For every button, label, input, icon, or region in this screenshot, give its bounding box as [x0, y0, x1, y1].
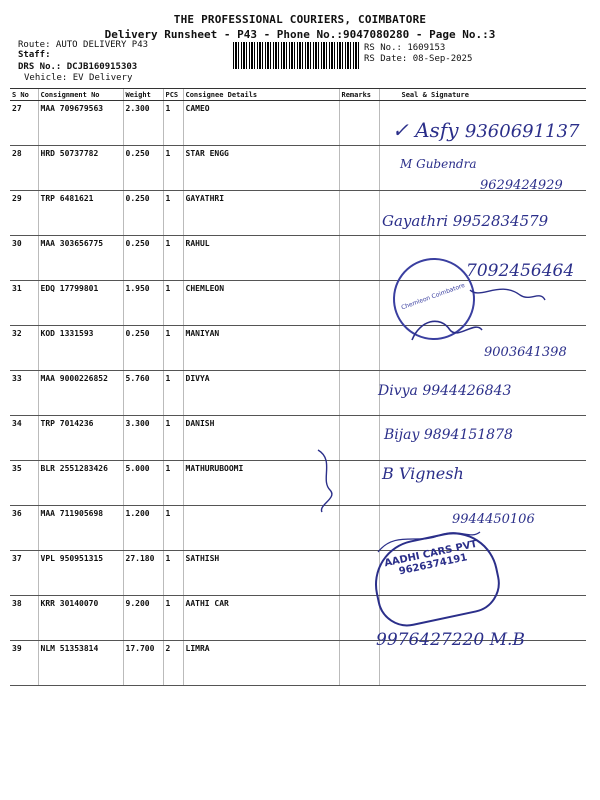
signature-29: Gayathri 9952834579 [382, 212, 549, 230]
cell-pcs: 1 [163, 236, 183, 281]
cell-consignment: TRP 6481621 [38, 191, 123, 236]
col-consignment: Consignment No [38, 89, 123, 101]
cell-pcs: 1 [163, 326, 183, 371]
col-remarks: Remarks [339, 89, 379, 101]
vehicle-label: Vehicle: EV Delivery [24, 73, 133, 83]
signature-39: 9976427220 M.B [376, 630, 525, 650]
cell-consignee: DANISH [183, 416, 339, 461]
cell-remarks [339, 326, 379, 371]
cell-pcs: 1 [163, 281, 183, 326]
cell-weight: 3.300 [123, 416, 163, 461]
aadhi-cars-stamp-text: AADHI CARS PVT 9626374191 [383, 538, 479, 578]
signature-36: B Vignesh [382, 464, 464, 483]
cell-consignee: STAR ENGG [183, 146, 339, 191]
cell-sno: 39 [10, 641, 38, 686]
cell-weight: 0.250 [123, 326, 163, 371]
cell-consignment: EDQ 17799801 [38, 281, 123, 326]
cell-consignment: MAA 9000226852 [38, 371, 123, 416]
cell-consignee: RAHUL [183, 236, 339, 281]
cell-consignment: MAA 303656775 [38, 236, 123, 281]
cell-consignee: GAYATHRI [183, 191, 339, 236]
cell-remarks [339, 101, 379, 146]
cell-sno: 36 [10, 506, 38, 551]
cell-consignment: BLR 2551283426 [38, 461, 123, 506]
cell-remarks [339, 281, 379, 326]
company-title: THE PROFESSIONAL COURIERS, COIMBATORE [173, 13, 427, 26]
route-label: Route: AUTO DELIVERY P43 [18, 40, 149, 50]
cell-remarks [339, 596, 379, 641]
cell-consignment: KOD 1331593 [38, 326, 123, 371]
cell-pcs: 1 [163, 191, 183, 236]
cell-weight: 1.950 [123, 281, 163, 326]
runsheet-subtitle: Delivery Runsheet - P43 - Phone No.:9047080280 - Page No.:3 [104, 28, 496, 41]
cell-remarks [339, 236, 379, 281]
table-header-row [10, 89, 586, 101]
cell-sno: 31 [10, 281, 38, 326]
cell-sno: 28 [10, 146, 38, 191]
staff-label: Staff: [18, 50, 51, 60]
cell-remarks [339, 416, 379, 461]
cell-pcs: 1 [163, 101, 183, 146]
cell-sno: 38 [10, 596, 38, 641]
cell-pcs: 1 [163, 416, 183, 461]
cell-remarks [339, 191, 379, 236]
signature-33: 9003641398 [484, 345, 567, 360]
cell-pcs: 2 [163, 641, 183, 686]
cell-pcs: 1 [163, 146, 183, 191]
cell-weight: 0.250 [123, 191, 163, 236]
cell-consignment: KRR 30140070 [38, 596, 123, 641]
cell-consignee: DIVYA [183, 371, 339, 416]
col-consignee: Consignee Details [183, 89, 339, 101]
signature-34: Divya 9944426843 [378, 383, 512, 399]
signature-28-name: M Gubendra [400, 157, 477, 171]
chemleon-round-stamp: Chemleon Coimbatore [381, 246, 486, 351]
cell-consignee: CHEMLEON [183, 281, 339, 326]
rs-number: RS No.: 1609153 [364, 43, 446, 53]
rs-date: RS Date: 08-Sep-2025 [364, 54, 473, 64]
cell-remarks [339, 461, 379, 506]
cell-sno: 37 [10, 551, 38, 596]
cell-consignment: NLM 51353814 [38, 641, 123, 686]
cell-weight: 5.000 [123, 461, 163, 506]
cell-consignee: AATHI CAR [183, 596, 339, 641]
cell-sno: 35 [10, 461, 38, 506]
cell-weight: 0.250 [123, 236, 163, 281]
cell-sno: 33 [10, 371, 38, 416]
cell-consignment: MAA 711905698 [38, 506, 123, 551]
cell-pcs: 1 [163, 371, 183, 416]
cell-remarks [339, 146, 379, 191]
cell-weight: 27.180 [123, 551, 163, 596]
cell-consignment: TRP 7014236 [38, 416, 123, 461]
col-seal-signature: Seal & Signature [379, 89, 586, 101]
cell-consignment: HRD 50737782 [38, 146, 123, 191]
signature-35: Bijay 9894151878 [384, 427, 513, 443]
cell-weight: 2.300 [123, 101, 163, 146]
col-sno: S No [10, 89, 38, 101]
cell-weight: 0.250 [123, 146, 163, 191]
cell-consignee: SATHISH [183, 551, 339, 596]
cell-weight: 5.760 [123, 371, 163, 416]
signature-37: 9944450106 [452, 512, 535, 527]
cell-consignee: LIMRA [183, 641, 339, 686]
table-row [10, 461, 586, 506]
cell-consignee: CAMEO [183, 101, 339, 146]
cell-weight: 1.200 [123, 506, 163, 551]
cell-sno: 34 [10, 416, 38, 461]
cell-sno: 32 [10, 326, 38, 371]
cell-sno: 30 [10, 236, 38, 281]
cell-consignee: MATHURUBOOMI [183, 461, 339, 506]
cell-pcs: 1 [163, 551, 183, 596]
signature-28: 9629424929 [480, 178, 563, 193]
signature-31: 7092456464 [466, 261, 575, 281]
cell-consignment: MAA 709679563 [38, 101, 123, 146]
drs-number: DRS No.: DCJB160915303 [18, 62, 138, 72]
cell-remarks [339, 371, 379, 416]
signature-27: ✓ Asfy 9360691137 [392, 118, 580, 142]
cell-pcs: 1 [163, 506, 183, 551]
cell-consignee: MANIYAN [183, 326, 339, 371]
cell-remarks [339, 506, 379, 551]
cell-consignment: VPL 950951315 [38, 551, 123, 596]
col-weight: Weight [123, 89, 163, 101]
barcode [233, 42, 361, 69]
table-row [10, 551, 586, 596]
cell-consignee [183, 506, 339, 551]
cell-weight: 17.700 [123, 641, 163, 686]
col-pcs: PCS [163, 89, 183, 101]
cell-remarks [339, 641, 379, 686]
cell-sno: 27 [10, 101, 38, 146]
cell-weight: 9.200 [123, 596, 163, 641]
table-row [10, 281, 586, 326]
cell-sno: 29 [10, 191, 38, 236]
cell-pcs: 1 [163, 461, 183, 506]
cell-pcs: 1 [163, 596, 183, 641]
